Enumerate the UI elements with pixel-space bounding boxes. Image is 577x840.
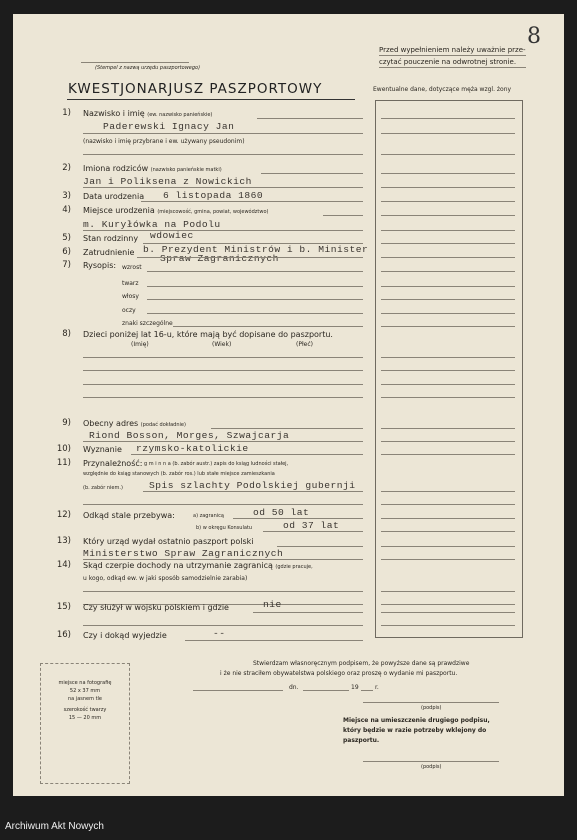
spouse-line — [381, 612, 515, 613]
field-15-line-a — [253, 612, 363, 613]
field-1-sub: (nazwisko i imię przybrane i ew. używany pseudonim) — [83, 138, 245, 145]
field-9-line-b — [83, 441, 363, 442]
children-line-1 — [83, 357, 363, 358]
field-3-value[interactable]: 6 listopada 1860 — [163, 190, 264, 201]
field-6-value-2[interactable]: Spraw Zagranicznych — [160, 253, 279, 264]
field-11-line-b — [83, 504, 363, 505]
hair-line — [147, 299, 363, 300]
spouse-line — [381, 133, 515, 134]
spouse-line — [381, 591, 515, 592]
date-dn-label: dn. — [289, 684, 299, 691]
spouse-line — [381, 230, 515, 231]
field-16-value[interactable]: -- — [213, 628, 226, 639]
field-12-consulate-value[interactable]: od 37 lat — [283, 520, 340, 531]
field-9-value[interactable]: Riond Bosson, Morges, Szwajcarja — [89, 430, 290, 441]
spouse-line — [381, 441, 515, 442]
stamp-line — [81, 62, 189, 63]
spouse-data-box[interactable] — [375, 100, 523, 638]
field-6-number: 6) — [62, 247, 71, 257]
field-15-value[interactable]: nie — [263, 599, 282, 610]
photo-line-5: 15 — 20 mm — [68, 715, 102, 721]
field-11-line-2: względnie do ksiąg stanowych (b. zabór ros.) lub stałe miejsce zamieszkania — [83, 471, 275, 477]
field-5-number: 5) — [62, 233, 71, 243]
spouse-line — [381, 491, 515, 492]
field-3-line — [141, 201, 363, 202]
field-10-number: 10) — [56, 444, 71, 454]
archive-footer — [0, 814, 577, 840]
second-signature-line-2: który będzie w razie potrzeby wklejony do — [343, 727, 487, 734]
date-place-line — [193, 690, 283, 691]
date-day-line — [303, 690, 349, 691]
signature-field[interactable] — [363, 702, 499, 703]
description-height-label: wzrost — [122, 264, 142, 271]
declaration-line-2: i że nie straciłem obywatelstwa polskiego oraz proszę o wydanie mi paszportu. — [220, 670, 458, 677]
field-14-label: Skąd czerpie dochody na utrzymanie zagranicą (gdzie pracuje, — [83, 561, 313, 570]
spouse-line — [381, 118, 515, 119]
field-10-value[interactable]: rzymsko-katolickie — [136, 443, 249, 454]
field-13-line-a — [277, 546, 363, 547]
spouse-line — [381, 604, 515, 605]
second-signature-field[interactable] — [363, 761, 499, 762]
spouse-line — [381, 271, 515, 272]
field-11-value[interactable]: Spis szlachty Podolskiej gubernji — [149, 480, 356, 491]
children-age-col: (Wiek) — [212, 341, 232, 348]
field-2-value[interactable]: Jan i Poliksena z Nowickich — [83, 176, 252, 187]
spouse-line — [381, 326, 515, 327]
spouse-line — [381, 546, 515, 547]
field-11-label: Przynależność: — [83, 459, 143, 468]
marks-line — [173, 326, 363, 327]
field-12-line-b — [263, 531, 363, 532]
field-16-number: 16) — [56, 630, 71, 640]
field-2-line-a — [261, 173, 363, 174]
field-12-abroad-value[interactable]: od 50 lat — [253, 507, 310, 518]
field-13-value[interactable]: Ministerstwo Spraw Zagranicznych — [83, 548, 284, 559]
spouse-line — [381, 428, 515, 429]
photo-line-4: szerokość twarzy — [63, 707, 107, 713]
field-4-line-a — [323, 215, 363, 216]
field-1-label: Nazwisko i imię (ew. nazwisko panieńskie) — [83, 109, 213, 118]
field-8-number: 8) — [62, 329, 71, 339]
spouse-line — [381, 625, 515, 626]
declaration-line-1: Stwierdzam własnoręcznym podpisem, że powyższe dane są prawdziwe — [253, 660, 470, 667]
children-name-col: (Imię) — [131, 341, 149, 348]
field-5-label: Stan rodzinny — [83, 234, 139, 243]
field-12-consulate-label: b) w okręgu Konsulatu — [196, 525, 253, 531]
children-line-3 — [83, 384, 363, 385]
page-title: KWESTJONARJUSZ PASZPORTOWY — [68, 81, 323, 97]
field-9-number: 9) — [62, 418, 71, 428]
spouse-column-caption: Ewentualne dane, dotyczące męża wzgl. żony — [373, 86, 512, 93]
field-5-value[interactable]: wdowiec — [150, 230, 194, 241]
second-signature-label: (podpis) — [421, 764, 442, 770]
field-15-number: 15) — [56, 602, 71, 612]
description-eyes-label: oczy — [122, 307, 136, 314]
photo-line-1: miejsce na fotografię — [58, 680, 112, 686]
field-13-number: 13) — [56, 536, 71, 546]
spouse-line — [381, 187, 515, 188]
warning-line-1: Przed wypełnieniem należy uważnie prze- — [379, 46, 526, 54]
field-6-line — [137, 257, 363, 258]
field-2-line-b — [83, 187, 363, 188]
field-1-line-b — [83, 133, 363, 134]
field-6-value-1[interactable]: b. Prezydent Ministrów i b. Minister — [143, 244, 369, 255]
field-4-label: Miejsce urodzenia (miejscowość, gmina, powiat, województwo) — [83, 206, 269, 215]
children-line-2 — [83, 370, 363, 371]
field-6-label: Zatrudnienie — [83, 248, 135, 257]
face-line — [147, 286, 363, 287]
children-sex-col: (Płeć) — [296, 341, 313, 348]
photo-box — [40, 663, 130, 784]
field-9-line-a — [211, 428, 363, 429]
spouse-line — [381, 299, 515, 300]
spouse-line — [381, 243, 515, 244]
field-12-number: 12) — [56, 510, 71, 520]
spouse-line — [381, 215, 515, 216]
field-10-line — [131, 454, 363, 455]
field-13-line-b — [83, 559, 363, 560]
height-line — [147, 271, 363, 272]
warning-underline-1 — [379, 55, 526, 56]
field-16-label: Czy i dokąd wyjedzie — [83, 631, 167, 640]
title-underline — [67, 99, 355, 100]
date-year-line — [361, 690, 373, 691]
field-13-label: Który urząd wydał ostatnio paszport polski — [83, 537, 254, 546]
field-1-value[interactable]: Paderewski Ignacy Jan — [103, 121, 235, 132]
spouse-line — [381, 154, 515, 155]
field-10-label: Wyznanie — [83, 445, 122, 454]
second-signature-line-3: paszportu. — [343, 737, 380, 744]
field-12-label: Odkąd stale przebywa: — [83, 511, 175, 520]
photo-line-2: 52 x 37 mm — [69, 688, 101, 694]
field-3-number: 3) — [62, 191, 71, 201]
field-11-line-3: (b. zabór niem.) — [83, 485, 123, 491]
spouse-line — [381, 531, 515, 532]
field-4-line-b — [83, 230, 363, 231]
eyes-line — [147, 313, 363, 314]
field-12-line-a — [233, 518, 363, 519]
field-14-line-a — [83, 591, 363, 592]
field-14-sub: u kogo, odkąd ew. w jaki sposób samodzielnie zarabia) — [83, 575, 248, 582]
field-8-label: Dzieci poniżej lat 16-u, które mają być dopisane do paszportu. — [83, 330, 333, 339]
field-15-line-b — [83, 625, 363, 626]
field-4-number: 4) — [62, 205, 71, 215]
form-sheet — [13, 14, 564, 796]
spouse-line — [381, 454, 515, 455]
spouse-line — [381, 384, 515, 385]
description-marks-label: znaki szczególne — [122, 320, 173, 327]
field-4-value[interactable]: m. Kuryłówka na Podolu — [83, 219, 221, 230]
spouse-line — [381, 357, 515, 358]
page-number: 8 — [527, 24, 541, 49]
field-1-line-a — [257, 118, 363, 119]
warning-line-2: czytać pouczenie na odwrotnej stronie. — [379, 58, 517, 66]
spouse-line — [381, 286, 515, 287]
spouse-line — [381, 173, 515, 174]
spouse-line — [381, 504, 515, 505]
description-hair-label: włosy — [122, 293, 139, 300]
children-line-4 — [83, 397, 363, 398]
field-11-number: 11) — [56, 458, 71, 468]
spouse-line — [381, 397, 515, 398]
field-3-label: Data urodzenia — [83, 192, 145, 201]
office-stamp-caption: (Stempel z nazwą urzędu paszportowego) — [95, 65, 201, 71]
field-1-number: 1) — [62, 108, 71, 118]
field-7-number: 7) — [62, 260, 71, 270]
field-11-line-1: g m i n n a (b. zabór austr.) zapis do ksiąg ludności stałej, — [144, 461, 289, 467]
date-r-label: r. — [375, 684, 379, 691]
field-9-label: Obecny adres (podać dokładnie) — [83, 419, 186, 428]
warning-underline-2 — [379, 67, 526, 68]
field-15-label: Czy służył w wojsku polskiem i gdzie — [83, 603, 229, 612]
spouse-line — [381, 201, 515, 202]
field-1-line-c — [83, 154, 363, 155]
date-year-label: 19 — [351, 684, 359, 691]
archive-name: Archiwum Akt Nowych — [5, 821, 104, 832]
description-face-label: twarz — [122, 280, 139, 287]
field-7-label: Rysopis: — [83, 261, 117, 270]
signature-label: (podpis) — [421, 705, 442, 711]
field-2-label: Imiona rodziców (nazwisko panieńskie matki) — [83, 164, 222, 173]
field-2-number: 2) — [62, 163, 71, 173]
spouse-line — [381, 559, 515, 560]
field-11-line-a — [143, 491, 363, 492]
spouse-line — [381, 518, 515, 519]
spouse-line — [381, 257, 515, 258]
spouse-line — [381, 313, 515, 314]
field-12-abroad-label: a) zagranicą — [193, 513, 224, 519]
spouse-line — [381, 370, 515, 371]
second-signature-line-1: Miejsce na umieszczenie drugiego podpisu, — [343, 717, 490, 724]
field-16-line — [185, 640, 363, 641]
photo-line-3: na jasnem tle — [67, 696, 102, 702]
field-14-number: 14) — [56, 560, 71, 570]
